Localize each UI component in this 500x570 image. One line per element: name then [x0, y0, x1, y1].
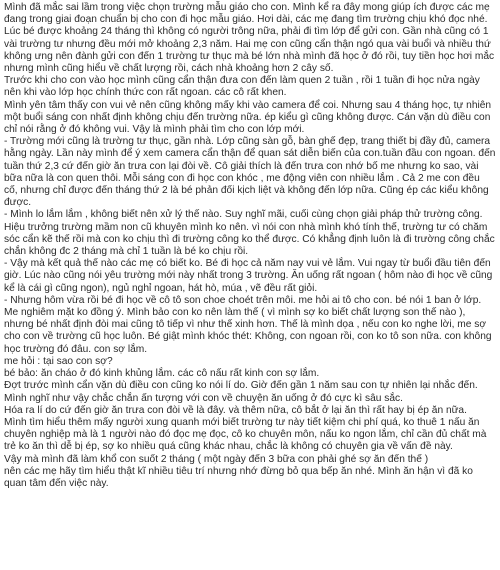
paragraph-refusal: Mình yên tâm thấy con vui vẻ nên cũng không mấy khi vào camera để coi. Nhưng sau 4 tháng học, tự nhiên một buổi sáng con nhất định không chịu đến trường nữa. ép kiểu gì cũng không được. Cán vặn dù điều con chỉ nói rằng ở đó không vui. Vậy là mình phải tìm cho con lớp mới. [4, 99, 494, 136]
paragraph-first-school: Lúc bé được khoảng 24 tháng thì không có người trông nữa, phải đi tìm lớp để gửi con. Gần nhà cũng có 1 vài trường tư nhưng đều mới mở khoảng 2,3 năm. Hai mẹ con cũng cẩn thận ngó qua vài buổi và nhiều thứ không ưng nên đành gửi con đến 1 trường tư thục mà bé lớn nhà mình đã học ở đó rồi, tuy tiền học hơi mắc nhưng mình cũng hiểu về chất lượng rồi, cách nhà khoảng hơn 2 cây số. [4, 26, 497, 75]
paragraph-advice: nên các mẹ hãy tìm hiểu thật kĩ nhiều tiêu trí nhưng nhớ đừng bỏ qua bếp ăn nhé. Mình ăn hận vì đã ko quan tâm đến việc này. [4, 465, 476, 489]
paragraph-lipstick-story: - Nhưng hôm vừa rồi bé đi học về cô tô son choe choét trên môi. me hỏi ai tô cho con. bé nói 1 ban ở lớp. Me nghiêm mặt ko đồng ý. Mình bảo con ko nên làm thế ( vì mình sợ ko biết chất lượng son thế nào ), nhưng bé nhất định đòi mai cũng tô tiếp vì như thế xinh hơn. Thế là mình dọa , nếu con ko nghe lời, me sợ cho con về trường cũ học luôn. Bé giật mình khóc thét: Không, con ngoan rồi, con ko tô son nữa. con không học trường đó đâu. con sợ lắm. [4, 294, 495, 355]
paragraph-regret: Vậy mà mình đã làm khổ con suốt 2 tháng ( một ngày đến 3 bữa con phải ghé sợ ăn đến thế ) [4, 453, 429, 465]
paragraph-question: me hỏi : tại sao con sợ? [4, 355, 113, 367]
paragraph-reason: Hóa ra lí do cứ đến giờ ăn trưa con đòi về là đây. và thêm nữa, cô bắt ở lại ăn thì rất hay bị ép ăn nữa. [4, 404, 467, 416]
paragraph-adaptation: Trước khi cho con vào học mình cũng cẩn thận đưa con đến làm quen 2 tuần , rồi 1 tuần đi học nửa ngày nên khi vào lớp học chính thức con rất ngoan. các cô rất khen. [4, 75, 483, 99]
paragraph-reflection: Đợt trước mình cẩn vặn dù điều con cũng ko nói lí do. Giờ đến gần 1 năm sau con tự nhiên lại nhắc đến. Mình nghĩ như vậy chắc chắn ấn tượng với con về chuyện ăn uống ở đó cực kì sâu sắc. [4, 380, 481, 404]
paragraph-result: - Vậy mà kết quả thế nào các mẹ có biết ko. Bé đi học cả năm nay vui vẻ lắm. Vui ngay từ buổi đầu tiên đến giờ. Lúc nào cũng nói yêu trường mới này nhất trong 3 trường. Ăn uống rất ngoan ( hôm nào đi học về cũng kể là cái gì cũng ngon), ngủ nghỉ ngoan, hát hò, múa , vẽ đều rất giỏi. [4, 258, 496, 294]
paragraph-public-school: - Mình lo lắm lắm , không biết nên xử lý thế nào. Suy nghĩ mãi, cuối cùng chọn giải pháp thử trường công. Hiệu trưởng trường mầm non cũ khuyên mình ko nên. vì nói con nhà mình khó tính thế, trường tư có chăm sóc cẩn kẽ thế rồi mà con ko chịu thì đi trường công ko thể được. Có khẳng định luôn là đi trường công chắc chắn không đc 2 tháng mà chỉ 1 tuần là bé ko chịu rồi. [4, 209, 498, 258]
paragraph-intro: Mình đã mắc sai lầm trong việc chọn trường mẫu giáo cho con. Mình kể ra đây mong giúp ích được các mẹ đang trong giai đoạn chuẩn bị cho con đi học mẫu giáo. Hơi dài, các mẹ đang tìm trường chịu khó đọc nhé. [4, 2, 493, 26]
paragraph-investigation: Mình tìm hiểu thêm mấy người xung quanh mới biết trường tư này tiết kiệm chi phí quá, ko thuê 1 nấu ăn chuyên nghiệp mà là 1 người nào đó đọc mẹ đọc, cô ko chuyên môn, nấu ko ngon lắm, chỉ cần đủ chất mà trẻ ko ăn thì dễ bị ép, sợ ko nhiều quá cũng khác nhau, chắc là không có chuyên gia về vấn đề này. [4, 416, 490, 453]
paragraph-second-school: - Trường mới cũng là trường tư thục, gần nhà. Lớp cũng sàn gỗ, bàn ghế đẹp, trang thiết bị đầy đủ, camera hằng ngày. Lần này mình để ý xem camera cẩn thận để quan sát diễn biến của con.tuần đầu con ngoan. đến tuần thứ 2,3 cứ đến giờ ăn trưa con lại đòi về. Cô giải thích là đến trưa con nhớ bố me nhưng ko sao, vài bữa nữa là con quen thôi. Mỗi sáng con đi học con khóc , me động viên con nhiều lắm . Cả 2 me con đều cố, nhưng chỉ được đến tháng thứ 2 là bé phản đối kịch liệt và không đến lớp nữa. Cũng ép các kiểu không được. [4, 136, 499, 209]
paragraph-answer: bé bảo: ăn cháo ở đó kinh khủng lắm. các cô nấu rất kinh con sợ lắm. [4, 368, 320, 380]
